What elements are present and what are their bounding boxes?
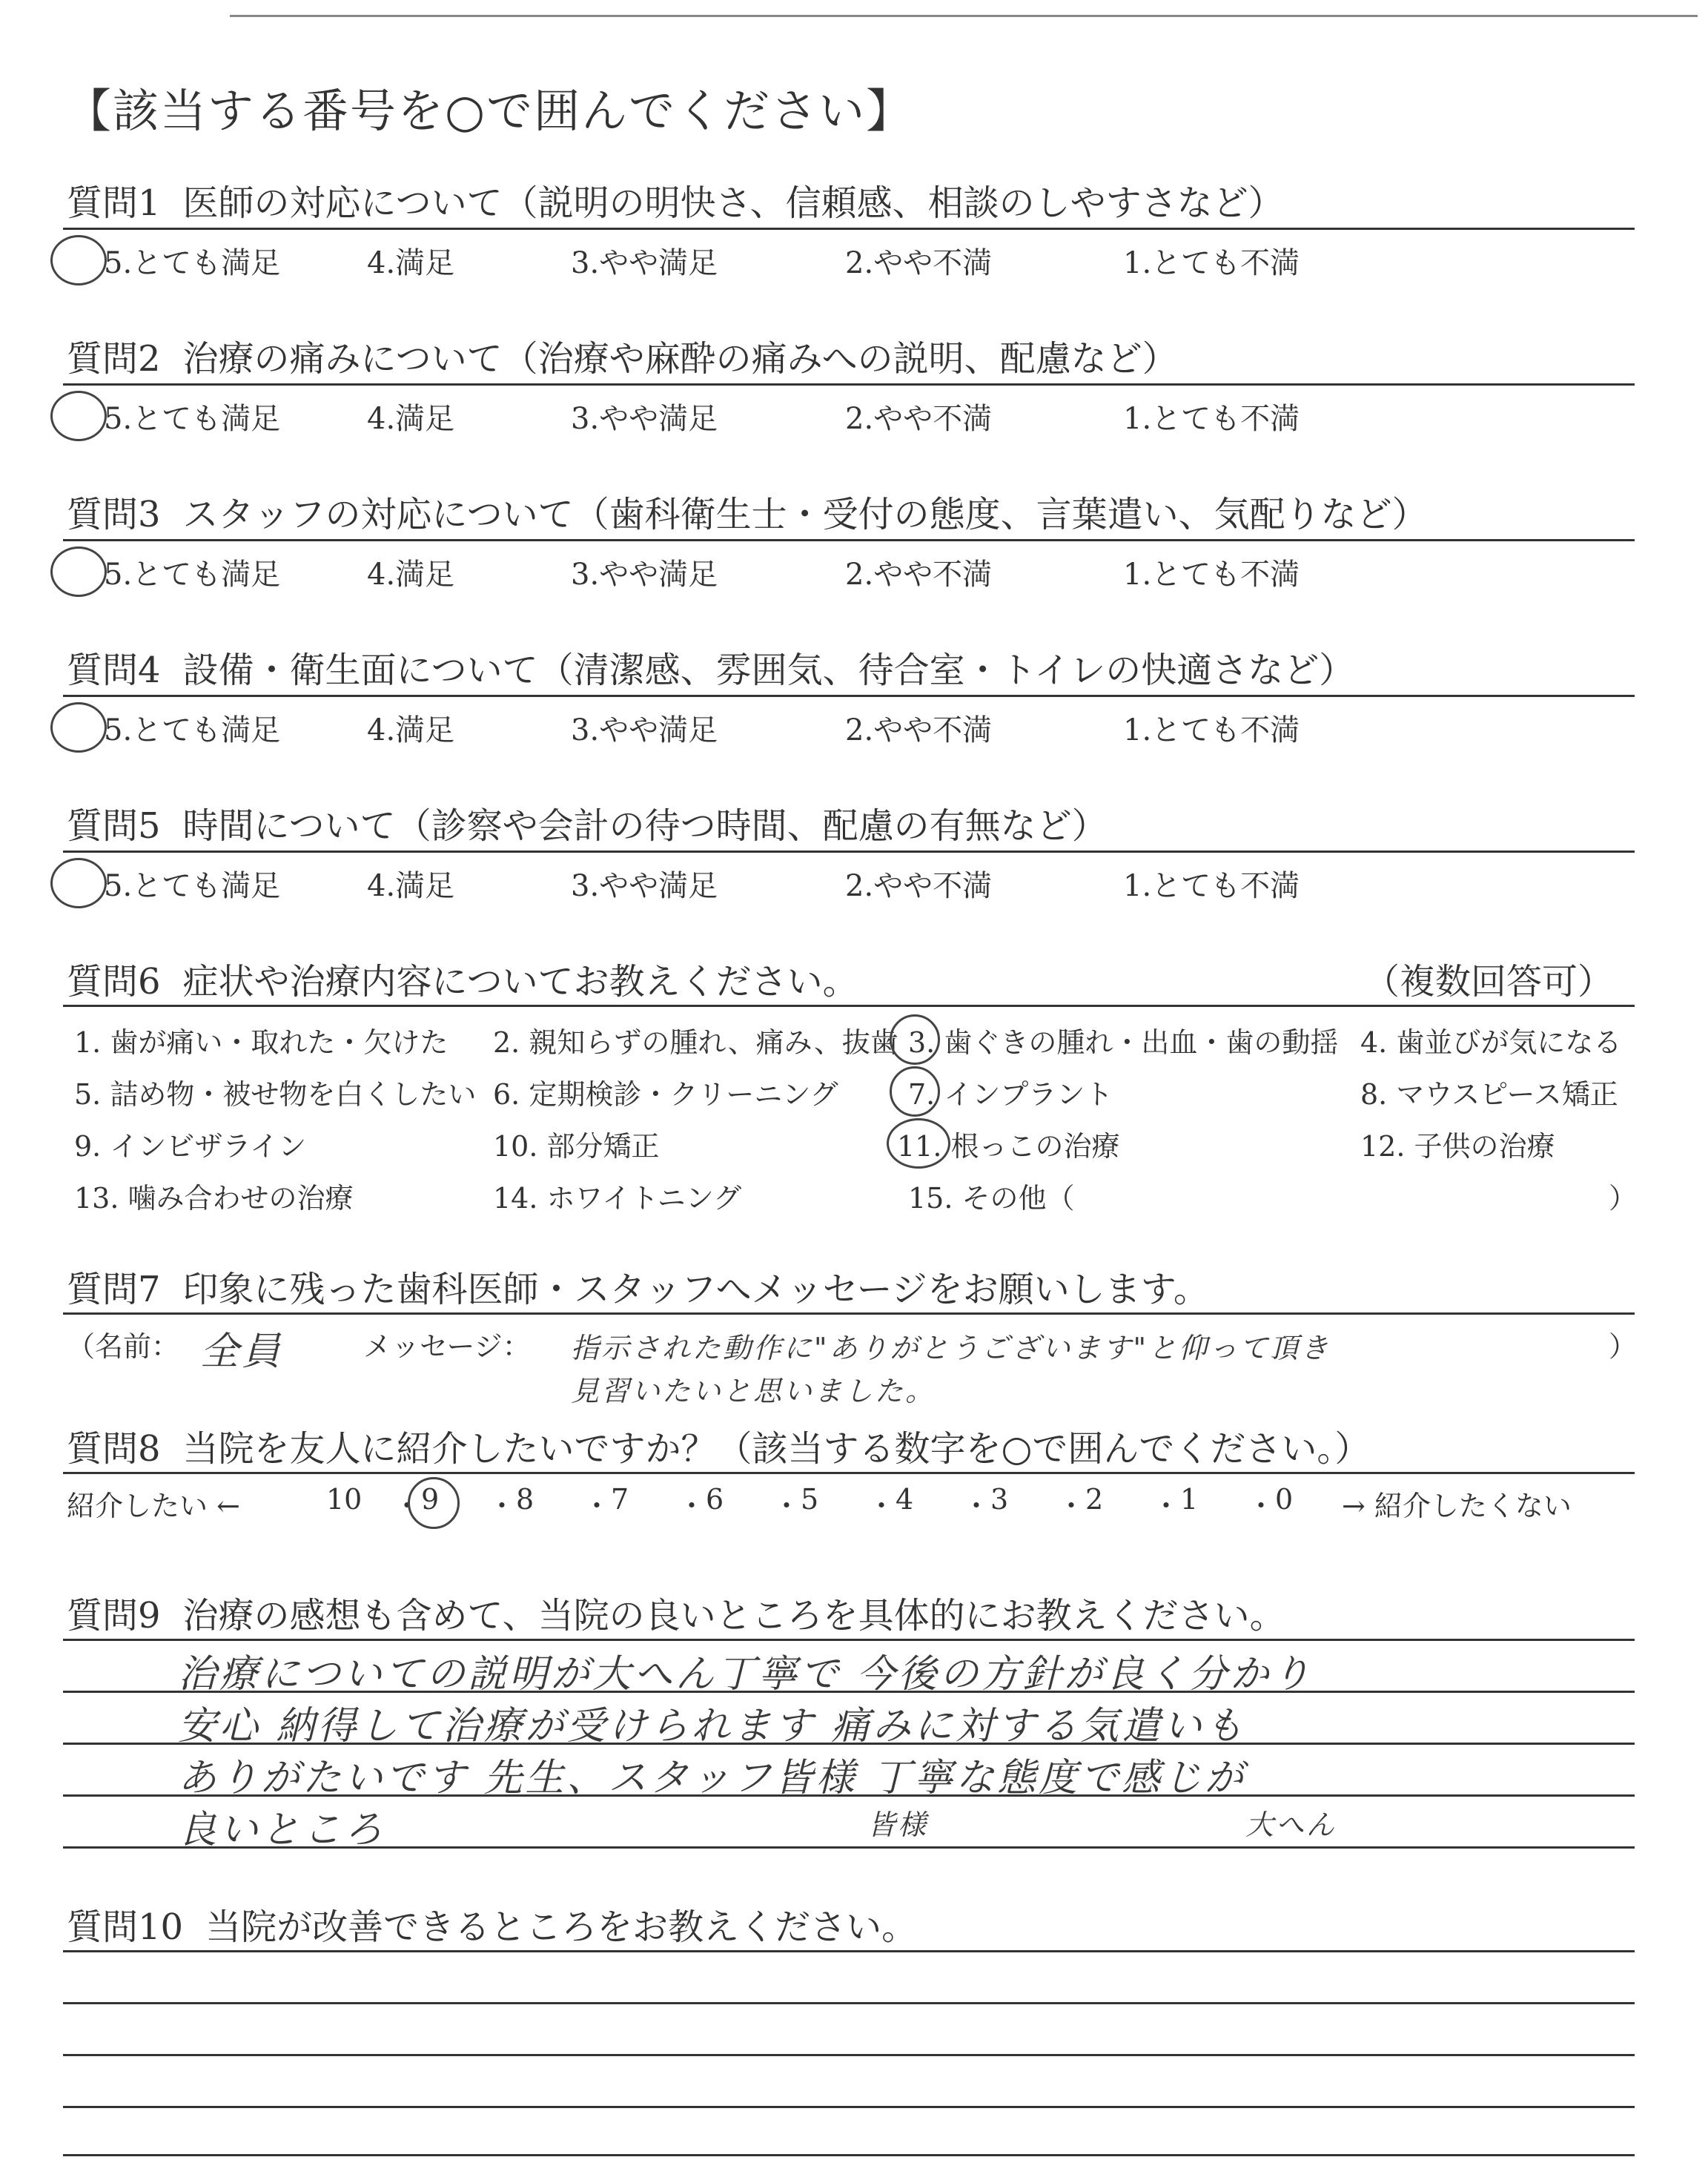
- q7-number: 質問7: [67, 1269, 161, 1310]
- q7-rule: [63, 1312, 1635, 1315]
- q9-line-1[interactable]: 治療についての説明が大へん丁寧で 今後の方針が良く分かり: [178, 1652, 1314, 1697]
- q6-item-7[interactable]: 7. インプラント: [908, 1078, 1113, 1111]
- q6-item-5[interactable]: 5. 詰め物・被せ物を白くしたい: [74, 1078, 477, 1111]
- q5-option-3[interactable]: 3.やや満足: [571, 869, 718, 903]
- q4-option-1[interactable]: 1.とても不満: [1123, 713, 1300, 747]
- q6-item-11[interactable]: 11. 根っこの治療: [897, 1130, 1120, 1163]
- q6-item-6[interactable]: 6. 定期検診・クリーニング: [493, 1078, 838, 1111]
- q9-number: 質問9: [67, 1595, 161, 1636]
- q4-option-5[interactable]: 5.とても満足: [104, 713, 281, 747]
- q1-text: 医師の対応について（説明の明快さ、信頼感、相談のしやすさなど）: [182, 182, 1284, 224]
- q3-text: スタッフの対応について（歯科衛生士・受付の態度、言葉遣い、気配りなど）: [182, 494, 1428, 535]
- q8-scale-separator: ・: [867, 1490, 896, 1522]
- q8-scale-9[interactable]: 9: [421, 1483, 440, 1516]
- q10-rule-1: [63, 1950, 1635, 1952]
- q4-title: [67, 641, 1354, 693]
- q2-option-1[interactable]: 1.とても不満: [1123, 402, 1300, 436]
- q10-number: 質問10: [67, 1906, 184, 1948]
- q3-title: [67, 486, 1428, 537]
- q8-left-label: 紹介したい ←: [67, 1490, 240, 1522]
- q6-number: 質問6: [67, 961, 161, 1003]
- q5-option-2[interactable]: 2.やや不満: [845, 869, 993, 903]
- q6-item-10[interactable]: 10. 部分矯正: [493, 1130, 660, 1163]
- q9-text: 治療の感想も含めて、当院の良いところを具体的にお教えください。: [182, 1595, 1285, 1636]
- q8-scale-separator: ・: [1247, 1490, 1276, 1522]
- q8-scale-separator: ・: [488, 1490, 517, 1522]
- q2-rule: [63, 383, 1635, 386]
- q8-scale-separator: ・: [1057, 1490, 1086, 1522]
- q8-scale-4[interactable]: 4: [896, 1483, 914, 1516]
- q8-selected-circle: [408, 1477, 460, 1529]
- q1-selected-circle: [50, 235, 107, 285]
- q5-selected-circle: [50, 858, 107, 908]
- q2-option-2[interactable]: 2.やや不満: [845, 402, 993, 436]
- q5-option-1[interactable]: 1.とても不満: [1123, 869, 1300, 903]
- q6-item-12[interactable]: 12. 子供の治療: [1360, 1130, 1555, 1163]
- q8-scale-10[interactable]: 10: [326, 1483, 363, 1516]
- q3-option-2[interactable]: 2.やや不満: [845, 558, 993, 592]
- q6-note: （複数回答可）: [1364, 961, 1614, 1003]
- q4-selected-circle: [50, 702, 107, 753]
- q6-item-15-close: ）: [1609, 1182, 1638, 1215]
- q1-title: [67, 174, 1284, 225]
- q10-rule-3: [63, 2054, 1635, 2056]
- q6-circle-3: [890, 1014, 940, 1065]
- q3-option-5[interactable]: 5.とても満足: [104, 558, 281, 592]
- q9-line-4[interactable]: 良いところ: [178, 1808, 386, 1852]
- q9-rule-1: [63, 1639, 1635, 1641]
- q4-rule: [63, 695, 1635, 697]
- q1-option-3[interactable]: 3.やや満足: [571, 246, 718, 280]
- q8-number: 質問8: [67, 1428, 161, 1470]
- q6-item-1[interactable]: 1. 歯が痛い・取れた・欠けた: [74, 1026, 448, 1059]
- q8-scale-separator: ・: [678, 1490, 706, 1522]
- q9-insert-1: 皆様: [867, 1809, 929, 1841]
- q3-option-1[interactable]: 1.とても不満: [1123, 558, 1300, 592]
- q6-rule: [63, 1005, 1635, 1007]
- q6-title: [67, 953, 858, 1004]
- q1-rule: [63, 228, 1635, 230]
- q8-scale-6[interactable]: 6: [706, 1483, 724, 1516]
- q7-close-paren: ）: [1609, 1330, 1638, 1363]
- q7-message-label: メッセージ：: [363, 1330, 531, 1363]
- q10-title: [67, 1898, 917, 1949]
- q6-item-15[interactable]: 15. その他（: [908, 1182, 1075, 1215]
- q10-rule-2: [63, 2002, 1635, 2004]
- q6-item-14[interactable]: 14. ホワイトニング: [493, 1182, 742, 1215]
- q5-option-5[interactable]: 5.とても満足: [104, 869, 281, 903]
- q8-scale-8[interactable]: 8: [516, 1483, 534, 1516]
- q9-insert-2: 大へん: [1245, 1809, 1337, 1841]
- q8-scale-0[interactable]: 0: [1275, 1483, 1294, 1516]
- q8-scale-separator: ・: [583, 1490, 612, 1522]
- q7-message-line1[interactable]: 指示された動作に"ありがとうございます"と仰って頂き: [571, 1332, 1331, 1364]
- q1-number: 質問1: [67, 182, 161, 224]
- q8-scale-separator: ・: [393, 1490, 422, 1522]
- q8-scale-3[interactable]: 3: [990, 1483, 1009, 1516]
- q8-scale-separator: ・: [1152, 1490, 1181, 1522]
- q10-rule-4: [63, 2106, 1635, 2108]
- q5-option-4[interactable]: 4.満足: [367, 869, 455, 903]
- q4-text: 設備・衛生面について（清潔感、雰囲気、待合室・トイレの快適さなど）: [182, 650, 1355, 691]
- q7-message-line2[interactable]: 見習いたいと思いました。: [571, 1375, 936, 1407]
- q3-option-3[interactable]: 3.やや満足: [571, 558, 718, 592]
- q5-title: [67, 797, 1108, 848]
- q2-option-4[interactable]: 4.満足: [367, 402, 455, 436]
- q6-circle-11: [887, 1118, 950, 1169]
- q8-scale-separator: ・: [772, 1490, 801, 1522]
- q6-item-3[interactable]: 3. 歯ぐきの腫れ・出血・歯の動揺: [908, 1026, 1339, 1059]
- page-header: 【該当する番号を○で囲んでください】: [65, 84, 914, 138]
- q4-option-3[interactable]: 3.やや満足: [571, 713, 718, 747]
- q6-item-4[interactable]: 4. 歯並びが気になる: [1360, 1026, 1622, 1059]
- q1-option-4[interactable]: 4.満足: [367, 246, 455, 280]
- q1-option-1[interactable]: 1.とても不満: [1123, 246, 1300, 280]
- q6-item-9[interactable]: 9. インビザライン: [74, 1130, 307, 1163]
- q7-name-value[interactable]: 全員: [200, 1330, 284, 1374]
- q4-number: 質問4: [67, 650, 161, 691]
- q3-option-4[interactable]: 4.満足: [367, 558, 455, 592]
- q8-scale-7[interactable]: 7: [611, 1483, 629, 1516]
- q6-item-8[interactable]: 8. マウスピース矯正: [1360, 1078, 1618, 1111]
- q7-text: 印象に残った歯科医師・スタッフへメッセージをお願いします。: [182, 1269, 1209, 1310]
- q2-title: [67, 330, 1178, 381]
- q4-option-2[interactable]: 2.やや不満: [845, 713, 993, 747]
- q8-scale-1[interactable]: 1: [1180, 1483, 1199, 1516]
- q2-option-3[interactable]: 3.やや満足: [571, 402, 718, 436]
- q2-text: 治療の痛みについて（治療や麻酔の痛みへの説明、配慮など）: [182, 338, 1178, 380]
- q8-scale-5[interactable]: 5: [801, 1483, 819, 1516]
- q6-item-2[interactable]: 2. 親知らずの腫れ、痛み、抜歯: [493, 1026, 898, 1059]
- q3-number: 質問3: [67, 494, 161, 535]
- q3-rule: [63, 539, 1635, 541]
- q10-text: 当院が改善できるところをお教えください。: [205, 1906, 918, 1948]
- q8-scale-separator: ・: [962, 1490, 991, 1522]
- top-border-line: [230, 15, 1698, 17]
- q9-line-3[interactable]: ありがたいです 先生、スタッフ皆様 丁寧な態度で感じが: [178, 1756, 1247, 1800]
- q6-item-13[interactable]: 13. 噛み合わせの治療: [74, 1182, 354, 1215]
- q2-number: 質問2: [67, 338, 161, 380]
- q1-option-2[interactable]: 2.やや不満: [845, 246, 993, 280]
- q5-number: 質問5: [67, 805, 161, 847]
- q5-rule: [63, 851, 1635, 853]
- q5-text: 時間について（診察や会計の待つ時間、配慮の有無など）: [182, 805, 1108, 847]
- q8-title: [67, 1420, 1370, 1471]
- q10-rule-5: [63, 2154, 1635, 2156]
- q6-text: 症状や治療内容についてお教えください。: [182, 961, 858, 1003]
- q8-right-label: → 紹介したくない: [1342, 1490, 1572, 1522]
- q4-option-4[interactable]: 4.満足: [367, 713, 455, 747]
- q2-option-5[interactable]: 5.とても満足: [104, 402, 281, 436]
- q7-name-label: （名前：: [67, 1330, 180, 1363]
- q1-option-5[interactable]: 5.とても満足: [104, 246, 281, 280]
- q3-selected-circle: [50, 546, 107, 597]
- q9-line-2[interactable]: 安心 納得して治療が受けられます 痛みに対する気遣いも: [178, 1704, 1247, 1748]
- q7-title: [67, 1261, 1209, 1312]
- q8-scale-2[interactable]: 2: [1085, 1483, 1104, 1516]
- q8-text: 当院を友人に紹介したいですか？（該当する数字を○で囲んでください。）: [182, 1428, 1371, 1470]
- q6-circle-7: [890, 1066, 940, 1117]
- q2-selected-circle: [50, 391, 107, 441]
- q8-rule: [63, 1472, 1635, 1474]
- q9-title: [67, 1587, 1285, 1638]
